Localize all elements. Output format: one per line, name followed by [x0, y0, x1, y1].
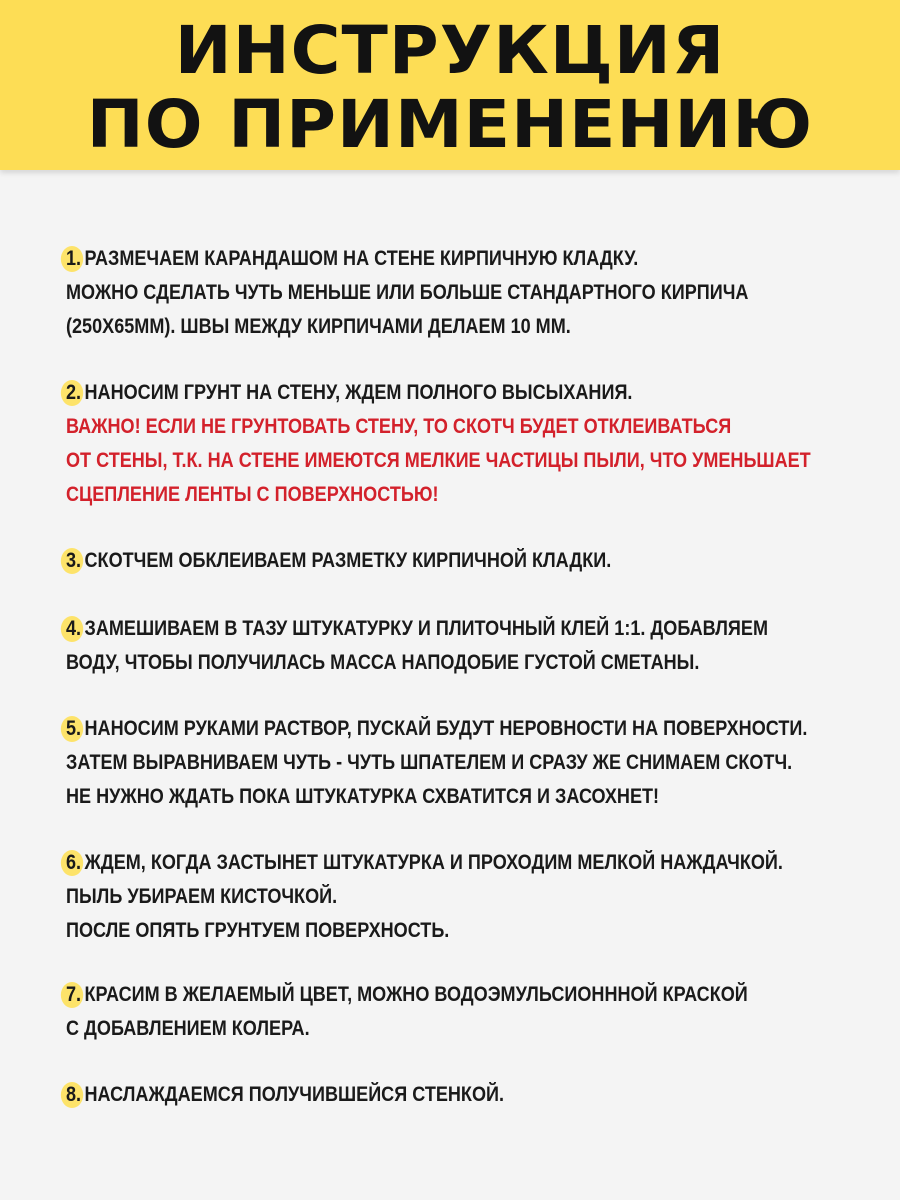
step-number-badge: 2.: [66, 376, 81, 410]
step-line: 5. НАНОСИМ РУКАМИ РАСТВОР, ПУСКАЙ БУДУТ НЕРОВНОСТИ НА ПОВЕРХНОСТИ.: [66, 712, 771, 746]
step-line: 4. ЗАМЕШИВАЕМ В ТАЗУ ШТУКАТУРКУ И ПЛИТОЧНЫЙ КЛЕЙ 1:1. ДОБАВЛЯЕМ: [66, 612, 771, 646]
step-line: ПОСЛЕ ОПЯТЬ ГРУНТУЕМ ПОВЕРХНОСТЬ.: [66, 919, 450, 942]
step-line: (250Х65ММ). ШВЫ МЕЖДУ КИРПИЧАМИ ДЕЛАЕМ 10 ММ.: [66, 315, 571, 338]
step-line: МОЖНО СДЕЛАТЬ ЧУТЬ МЕНЬШЕ ИЛИ БОЛЬШЕ СТАНДАРТНОГО КИРПИЧА: [66, 281, 749, 304]
step-number-badge: 3.: [66, 544, 81, 578]
step-line: НЕ НУЖНО ЖДАТЬ ПОКА ШТУКАТУРКА СХВАТИТСЯ И ЗАСОХНЕТ!: [66, 785, 660, 808]
warning-line: ВАЖНО! ЕСЛИ НЕ ГРУНТОВАТЬ СТЕНУ, ТО СКОТЧ БУДЕТ ОТКЛЕИВАТЬСЯ: [66, 415, 732, 438]
step-1: [66, 242, 886, 344]
step-line: 6. ЖДЕМ, КОГДА ЗАСТЫНЕТ ШТУКАТУРКА И ПРОХОДИМ МЕЛКОЙ НАЖДАЧКОЙ.: [66, 846, 771, 880]
step-number-badge: 8.: [66, 1078, 81, 1112]
step-line: С ДОБАВЛЕНИЕМ КОЛЕРА.: [66, 1017, 310, 1040]
step-2: [66, 376, 886, 512]
step-7: [66, 978, 886, 1046]
step-number-badge: 5.: [66, 712, 81, 746]
step-line: 2. НАНОСИМ ГРУНТ НА СТЕНУ, ЖДЕМ ПОЛНОГО ВЫСЫХАНИЯ.: [66, 376, 771, 410]
warning-line: СЦЕПЛЕНИЕ ЛЕНТЫ С ПОВЕРХНОСТЬЮ!: [66, 483, 439, 506]
step-line: ВОДУ, ЧТОБЫ ПОЛУЧИЛАСЬ МАССА НАПОДОБИЕ ГУСТОЙ СМЕТАНЫ.: [66, 651, 700, 674]
step-4: [66, 612, 886, 680]
step-number-badge: 4.: [66, 612, 81, 646]
step-line: 1. РАЗМЕЧАЕМ КАРАНДАШОМ НА СТЕНЕ КИРПИЧНУЮ КЛАДКУ.: [66, 242, 771, 276]
step-line: 8. НАСЛАЖДАЕМСЯ ПОЛУЧИВШЕЙСЯ СТЕНКОЙ.: [66, 1078, 771, 1112]
step-5: [66, 712, 886, 814]
step-number-badge: 7.: [66, 978, 81, 1012]
step-number-badge: 1.: [66, 242, 81, 276]
page-title-line-2: ПО ПРИМЕНЕНИЮ: [86, 86, 814, 163]
header-banner: [0, 0, 900, 170]
step-line: ЗАТЕМ ВЫРАВНИВАЕМ ЧУТЬ - ЧУТЬ ШПАТЕЛЕМ И СРАЗУ ЖЕ СНИМАЕМ СКОТЧ.: [66, 751, 793, 774]
page-title-line-1: ИНСТРУКЦИЯ: [174, 12, 726, 89]
step-3: [66, 544, 886, 578]
step-8: [66, 1078, 886, 1112]
step-line: ПЫЛЬ УБИРАЕМ КИСТОЧКОЙ.: [66, 885, 338, 908]
step-number-badge: 6.: [66, 846, 81, 880]
step-line: 3. СКОТЧЕМ ОБКЛЕИВАЕМ РАЗМЕТКУ КИРПИЧНОЙ КЛАДКИ.: [66, 544, 771, 578]
step-6: [66, 846, 886, 948]
step-line: 7. КРАСИМ В ЖЕЛАЕМЫЙ ЦВЕТ, МОЖНО ВОДОЭМУЛЬСИОНННОЙ КРАСКОЙ: [66, 978, 771, 1012]
warning-line: ОТ СТЕНЫ, Т.К. НА СТЕНЕ ИМЕЮТСЯ МЕЛКИЕ ЧАСТИЦЫ ПЫЛИ, ЧТО УМЕНЬШАЕТ: [66, 449, 811, 472]
